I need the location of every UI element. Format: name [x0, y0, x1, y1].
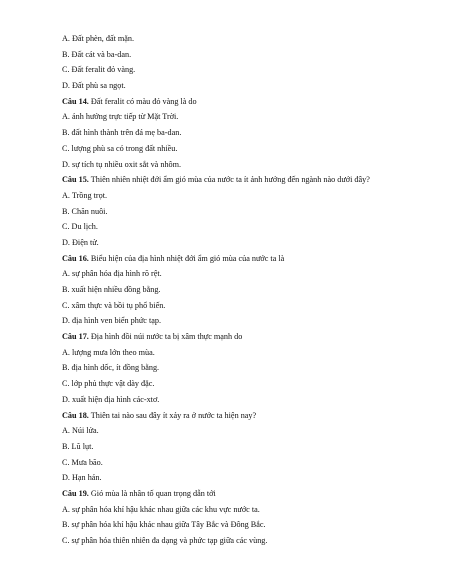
- question-text: Gió mùa là nhân tố quan trọng dẫn tới: [88, 488, 216, 498]
- question-number: Câu 15.: [62, 175, 89, 185]
- document-page: [62, 34, 442, 552]
- answer-option: D. sự tích tụ nhiều oxit sắt và nhôm.: [62, 159, 182, 169]
- question-17: [62, 332, 442, 348]
- answer-option: B. Chăn nuôi.: [62, 206, 108, 216]
- question-text: Thiên tai nào sau đây ít xảy ra ở nước ta hiện nay?: [88, 410, 257, 420]
- question-number: Câu 16.: [62, 253, 89, 263]
- answer-option: B. địa hình dốc, ít đồng bằng.: [62, 363, 160, 373]
- question-14: [62, 97, 442, 113]
- question-16: [62, 254, 442, 270]
- answer-option: B. Lũ lụt.: [62, 441, 94, 451]
- answer-option: C. lớp phủ thực vật dày đặc.: [62, 379, 155, 389]
- question-18: [62, 411, 442, 427]
- answer-option: D. Điện tử.: [62, 237, 99, 247]
- question-number: Câu 14.: [62, 96, 89, 106]
- answer-option: D. xuất hiện địa hình các-xtơ.: [62, 394, 160, 404]
- answer-option: D. địa hình ven biển phức tạp.: [62, 316, 162, 326]
- answer-option: B. sự phân hóa khí hậu khác nhau giữa Tây Bắc và Đông Bắc.: [62, 520, 266, 530]
- answer-option: A. lượng mưa lớn theo mùa.: [62, 347, 155, 357]
- answer-option: B. Đất cát và ba-dan.: [62, 49, 132, 59]
- question-text: Biểu hiện của địa hình nhiệt đới ẩm gió mùa của nước ta là: [88, 253, 285, 263]
- question-number: Câu 18.: [62, 410, 89, 420]
- answer-option: C. Mưa bão.: [62, 457, 103, 467]
- answer-option: C. sự phân hóa thiên nhiên đa dạng và phức tạp giữa các vùng.: [62, 536, 268, 545]
- answer-option: A. sự phân hóa địa hình rõ rệt.: [62, 269, 162, 279]
- answer-option: B. đất hình thành trên đá mẹ ba-dan.: [62, 128, 182, 138]
- question-text: Địa hình đồi núi nước ta bị xâm thực mạnh do: [88, 332, 243, 342]
- answer-option: C. Du lịch.: [62, 222, 98, 232]
- answer-option: C. xâm thực và bồi tụ phổ biến.: [62, 300, 166, 310]
- question-number: Câu 19.: [62, 488, 89, 498]
- answer-option: A. Núi lửa.: [62, 426, 99, 436]
- answer-option: A. Trồng trọt.: [62, 190, 108, 200]
- question-19: [62, 489, 442, 505]
- answer-option: C. lượng phù sa có trong đất nhiều.: [62, 143, 178, 153]
- answer-option: B. xuất hiện nhiều đồng bằng.: [62, 285, 161, 294]
- answer-option: A. Đất phèn, đất mặn.: [62, 34, 135, 43]
- answer-option: A. sự phân hóa khí hậu khác nhau giữa các khu vực nước ta.: [62, 504, 260, 514]
- question-text: Đất feralit có màu đỏ vàng là do: [88, 96, 197, 106]
- answer-option: A. ảnh hưởng trực tiếp từ Mặt Trời.: [62, 112, 179, 122]
- question-text: Thiên nhiên nhiệt đới ẩm gió mùa của nước ta ít ảnh hưởng đến ngành nào dưới đây?: [88, 175, 370, 185]
- question-15: [62, 175, 442, 191]
- answer-option: D. Hạn hán.: [62, 473, 102, 483]
- answer-option: C. Đất feralit đỏ vàng.: [62, 65, 136, 75]
- question-number: Câu 17.: [62, 332, 89, 342]
- answer-option: D. Đất phù sa ngọt.: [62, 81, 126, 91]
